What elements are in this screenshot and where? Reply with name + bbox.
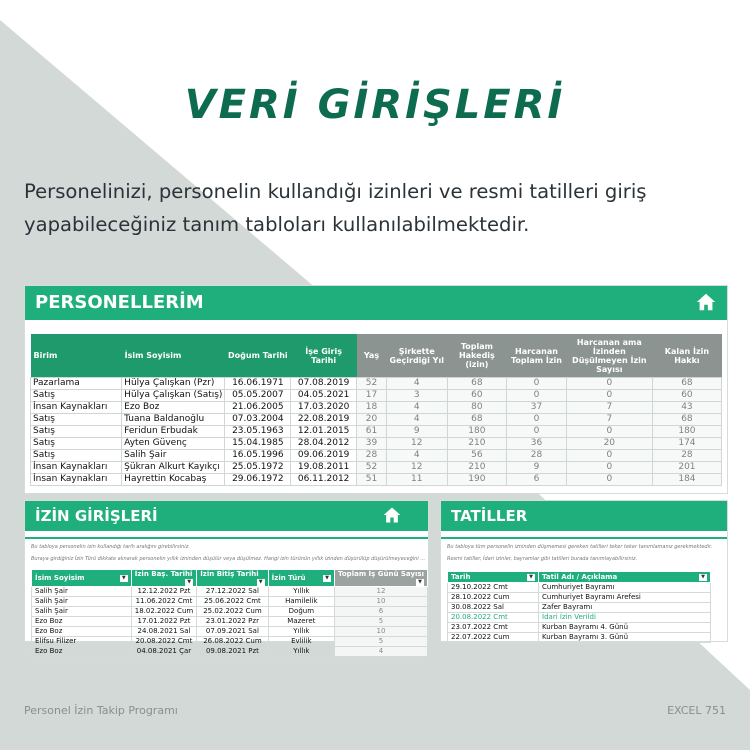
table-cell[interactable]: 18 (357, 402, 387, 414)
personel-column-header[interactable]: Şirkette Geçirdiği Yıl (386, 334, 447, 378)
table-row[interactable] (31, 426, 722, 438)
table-cell[interactable]: Pazarlama (31, 378, 122, 390)
table-cell[interactable]: İnsan Kaynakları (31, 474, 122, 486)
table-cell[interactable]: 68 (652, 378, 721, 390)
table-cell[interactable]: 10 (335, 597, 428, 607)
table-cell[interactable]: 17.03.2020 (291, 402, 357, 414)
table-cell[interactable]: Şükran Alkurt Kayıkçı (122, 462, 225, 474)
table-row[interactable] (31, 402, 722, 414)
tatil-header (441, 501, 727, 531)
table-cell[interactable]: 28 (507, 450, 566, 462)
izin-table (31, 569, 428, 657)
table-cell[interactable]: Satış (31, 390, 122, 402)
table-cell[interactable]: 17 (357, 390, 387, 402)
table-cell[interactable]: 210 (447, 462, 507, 474)
izin-separator (25, 537, 428, 539)
chevron-down-icon[interactable]: ▼ (323, 575, 331, 582)
table-cell[interactable]: 0 (566, 426, 652, 438)
table-cell[interactable]: Cumhuriyet Bayramı Arefesi (539, 593, 711, 603)
personel-header (25, 286, 727, 320)
table-cell[interactable]: 27.12.2022 Sal (197, 587, 268, 597)
table-cell[interactable]: 0 (566, 378, 652, 390)
tatil-note-1: Bu tabloya tüm personelin izninden düşmemesi gereken tatilleri teker teker tanımlamanız gerekmektedir. (447, 544, 713, 550)
footer-left: Personel İzin Takip Programı (24, 704, 178, 717)
table-cell[interactable]: Ezo Boz (32, 647, 132, 657)
table-cell[interactable]: 0 (566, 462, 652, 474)
table-cell[interactable]: 12.12.2022 Pzt (131, 587, 196, 597)
table-cell[interactable]: 07.08.2019 (291, 378, 357, 390)
table-cell[interactable]: 9 (386, 426, 447, 438)
tatil-column-label: Tarih (451, 573, 471, 581)
izin-header (25, 501, 428, 531)
table-cell[interactable]: 68 (652, 414, 721, 426)
table-cell[interactable]: Hayrettin Kocabaş (122, 474, 225, 486)
izin-column-label: İsim Soyisim (35, 574, 85, 582)
table-cell[interactable]: 12 (386, 438, 447, 450)
table-cell[interactable]: 80 (447, 402, 507, 414)
table-cell[interactable]: Elifsu Filizer (32, 637, 132, 647)
table-cell[interactable]: Yıllık (268, 647, 334, 657)
page-subtitle: Personelinizi, personelin kullandığı izinleri ve resmi tatilleri giriş yapabileceğiniz tanım tabloları kullanılabilmektedir. (24, 180, 647, 236)
table-row[interactable] (31, 390, 722, 402)
table-row[interactable] (31, 474, 722, 486)
table-cell[interactable]: 16.06.1971 (225, 378, 291, 390)
table-cell[interactable]: İnsan Kaynakları (31, 462, 122, 474)
table-cell[interactable]: 04.08.2021 Çar (131, 647, 196, 657)
table-cell[interactable]: 68 (447, 378, 507, 390)
table-cell[interactable]: 18.02.2022 Cum (131, 607, 196, 617)
table-cell[interactable]: 0 (507, 378, 566, 390)
table-cell[interactable]: Ezo Boz (32, 627, 132, 637)
table-row[interactable] (32, 607, 428, 617)
table-cell[interactable]: 4 (386, 378, 447, 390)
table-cell[interactable]: 23.01.2022 Pzr (197, 617, 268, 627)
table-cell[interactable]: 52 (357, 378, 387, 390)
table-cell[interactable]: 20.08.2022 Cmt (131, 637, 196, 647)
izin-column-label: İzin Bitiş Tarihi (200, 570, 259, 578)
table-cell[interactable]: 60 (447, 390, 507, 402)
home-icon[interactable] (695, 291, 717, 313)
personel-title: PERSONELLERİM (35, 292, 204, 313)
chevron-down-icon[interactable]: ▼ (699, 574, 707, 581)
table-cell[interactable]: 4 (386, 450, 447, 462)
table-cell[interactable]: 6 (507, 474, 566, 486)
home-icon[interactable] (382, 505, 402, 525)
izin-column-header[interactable] (335, 570, 428, 587)
table-cell[interactable]: 3 (386, 390, 447, 402)
table-cell[interactable]: Salih Şair (32, 607, 132, 617)
table-cell[interactable]: 28 (652, 450, 721, 462)
table-cell[interactable]: 5 (335, 637, 428, 647)
table-cell[interactable]: 07.03.2004 (225, 414, 291, 426)
table-cell[interactable]: 0 (507, 390, 566, 402)
table-cell[interactable]: 12.01.2015 (291, 426, 357, 438)
table-cell[interactable]: 11 (386, 474, 447, 486)
table-cell[interactable]: Yıllık (268, 627, 334, 637)
tatil-title: TATİLLER (451, 507, 528, 525)
table-cell[interactable]: 0 (507, 426, 566, 438)
table-row[interactable] (31, 450, 722, 462)
tatil-separator (441, 537, 727, 539)
personel-column-header[interactable]: Harcanan ama İzinden Düşülmeyen İzin Sayısı (566, 334, 652, 378)
table-cell[interactable]: 28 (357, 450, 387, 462)
personel-table (30, 334, 722, 486)
table-row[interactable] (448, 633, 711, 643)
table-cell[interactable]: 0 (507, 414, 566, 426)
tatil-column-label: Tatil Adı / Açıklama (542, 573, 618, 581)
table-cell[interactable]: 0 (566, 390, 652, 402)
table-cell[interactable]: 0 (566, 450, 652, 462)
table-row[interactable] (32, 627, 428, 637)
table-cell[interactable]: 10 (335, 627, 428, 637)
table-row[interactable] (32, 647, 428, 657)
table-cell[interactable]: 21.06.2005 (225, 402, 291, 414)
table-cell[interactable]: 12 (386, 462, 447, 474)
table-cell[interactable]: 7 (566, 414, 652, 426)
table-cell[interactable]: 9 (507, 462, 566, 474)
table-cell[interactable]: 11.06.2022 Cmt (131, 597, 196, 607)
izin-column-header[interactable] (32, 570, 132, 587)
table-cell[interactable]: 24.08.2021 Sal (131, 627, 196, 637)
table-cell[interactable]: Satış (31, 450, 122, 462)
table-cell[interactable]: İnsan Kaynakları (31, 402, 122, 414)
table-cell[interactable]: 17.01.2022 Pzt (131, 617, 196, 627)
table-cell[interactable]: 05.05.2007 (225, 390, 291, 402)
table-cell[interactable]: 20 (357, 414, 387, 426)
table-cell[interactable]: 28.04.2012 (291, 438, 357, 450)
table-cell[interactable]: Hülya Çalışkan (Satış) (122, 390, 225, 402)
table-cell[interactable]: 29.06.1972 (225, 474, 291, 486)
table-cell[interactable]: 4 (386, 402, 447, 414)
table-cell[interactable]: 22.08.2019 (291, 414, 357, 426)
personel-column-header[interactable]: İşe Giriş Tarihi (291, 334, 357, 378)
table-cell[interactable]: Mazeret (268, 617, 334, 627)
table-cell[interactable]: Salih Şair (122, 450, 225, 462)
table-cell[interactable]: Satış (31, 438, 122, 450)
table-row[interactable] (448, 583, 711, 593)
table-row[interactable] (32, 617, 428, 627)
table-row[interactable] (32, 637, 428, 647)
table-cell[interactable]: 6 (335, 607, 428, 617)
table-row[interactable] (31, 414, 722, 426)
table-cell[interactable]: 07.09.2021 Sal (197, 627, 268, 637)
table-cell[interactable]: 43 (652, 402, 721, 414)
table-cell[interactable]: Feridun Erbudak (122, 426, 225, 438)
table-row[interactable] (448, 623, 711, 633)
table-cell[interactable]: 52 (357, 462, 387, 474)
tatil-column-header[interactable] (539, 572, 711, 583)
table-cell[interactable]: 61 (357, 426, 387, 438)
personel-column-header[interactable]: Doğum Tarihi (225, 334, 291, 378)
table-cell[interactable]: 180 (652, 426, 721, 438)
table-cell[interactable]: 20.08.2022 Cmt (448, 613, 539, 623)
tatil-note-2: Resmi tatiller, İdari izinler, bayramlar gibi tatilleri burada tanımlayabilirsiniz. (447, 556, 638, 562)
table-cell[interactable]: 25.05.1972 (225, 462, 291, 474)
table-cell[interactable]: Satış (31, 426, 122, 438)
table-cell[interactable]: 28.10.2022 Cum (448, 593, 539, 603)
chevron-down-icon[interactable]: ▼ (527, 574, 535, 581)
izin-title: İZİN GİRİŞLERİ (35, 507, 158, 525)
table-cell[interactable]: 15.04.1985 (225, 438, 291, 450)
table-cell[interactable]: Ezo Boz (32, 617, 132, 627)
page-title: VERİ GİRİŞLERİ (184, 82, 566, 128)
chevron-down-icon[interactable]: ▼ (120, 575, 128, 582)
table-cell[interactable]: 68 (447, 414, 507, 426)
table-cell[interactable]: Salih Şair (32, 587, 132, 597)
personel-column-header[interactable]: İsim Soyisim (122, 334, 225, 378)
table-row[interactable] (31, 378, 722, 390)
table-cell[interactable]: 4 (335, 647, 428, 657)
table-row[interactable] (448, 603, 711, 613)
personel-column-header[interactable]: Kalan İzin Hakkı (652, 334, 721, 378)
table-row[interactable] (448, 593, 711, 603)
table-cell[interactable]: Salih Şair (32, 597, 132, 607)
table-cell[interactable]: 56 (447, 450, 507, 462)
table-cell[interactable]: Cumhuriyet Bayramı (539, 583, 711, 593)
table-cell[interactable]: 29.10.2022 Cmt (448, 583, 539, 593)
personel-column-header[interactable]: Harcanan Toplam İzin (507, 334, 566, 378)
table-row[interactable] (31, 462, 722, 474)
table-cell[interactable]: Tuana Baldanoğlu (122, 414, 225, 426)
table-cell[interactable]: 23.05.1963 (225, 426, 291, 438)
table-cell[interactable]: Ezo Boz (122, 402, 225, 414)
table-cell[interactable]: Kurban Bayramı 3. Günü (539, 633, 711, 643)
table-cell[interactable]: 39 (357, 438, 387, 450)
table-row[interactable] (32, 597, 428, 607)
table-row[interactable] (32, 587, 428, 597)
izin-note-1: Bu tabloya personelin izin kullandığı tarih aralığını girebilirsiniz. (31, 544, 190, 550)
personel-column-header[interactable]: Yaş (357, 334, 387, 378)
table-cell[interactable]: Evlilik (268, 637, 334, 647)
table-cell[interactable]: 174 (652, 438, 721, 450)
table-cell[interactable]: 4 (386, 414, 447, 426)
table-row[interactable] (448, 613, 711, 623)
table-row[interactable] (31, 438, 722, 450)
table-cell[interactable]: Hülya Çalışkan (Pzr) (122, 378, 225, 390)
table-cell[interactable]: 5 (335, 617, 428, 627)
footer-right: EXCEL 751 (667, 704, 726, 717)
table-cell[interactable]: 26.08.2022 Cum (197, 637, 268, 647)
table-cell[interactable]: 23.07.2022 Cmt (448, 623, 539, 633)
table-cell[interactable]: 06.11.2012 (291, 474, 357, 486)
table-cell[interactable]: 60 (652, 390, 721, 402)
table-cell[interactable]: 201 (652, 462, 721, 474)
table-cell[interactable]: 180 (447, 426, 507, 438)
table-cell[interactable]: 25.06.2022 Cmt (197, 597, 268, 607)
table-cell[interactable]: 36 (507, 438, 566, 450)
table-cell[interactable]: 190 (447, 474, 507, 486)
tatil-panel (440, 500, 728, 642)
personel-panel (24, 285, 728, 494)
table-cell[interactable]: İdari İzin Verildi (539, 613, 711, 623)
table-cell[interactable]: 12 (335, 587, 428, 597)
table-cell[interactable]: Satış (31, 414, 122, 426)
table-cell[interactable]: 51 (357, 474, 387, 486)
chevron-down-icon[interactable]: ▼ (185, 579, 193, 586)
table-cell[interactable]: 30.08.2022 Sal (448, 603, 539, 613)
chevron-down-icon[interactable]: ▼ (257, 579, 265, 586)
izin-note-2: Buraya girdiğiniz İzin Türü dikkate alınarak personelin yıllık izninden düşülür veya düşülmez. Hangi izin türünün yıllık izinden düşürülüp düşürülmeyeceğini ... (31, 556, 426, 562)
personel-column-header[interactable]: Birim (31, 334, 122, 378)
izin-column-header[interactable] (268, 570, 334, 587)
table-cell[interactable]: 09.08.2021 Pzt (197, 647, 268, 657)
table-cell[interactable]: Zafer Bayramı (539, 603, 711, 613)
izin-column-header[interactable] (131, 570, 196, 587)
izin-column-label: İzin Baş. Tarihi (134, 570, 193, 578)
table-cell[interactable]: 09.06.2019 (291, 450, 357, 462)
table-cell[interactable]: 210 (447, 438, 507, 450)
tatil-column-header[interactable] (448, 572, 539, 583)
table-cell[interactable]: 19.08.2011 (291, 462, 357, 474)
table-cell[interactable]: 20 (566, 438, 652, 450)
izin-column-header[interactable] (197, 570, 268, 587)
table-cell[interactable]: 25.02.2022 Cum (197, 607, 268, 617)
table-cell[interactable]: Ayten Güvenç (122, 438, 225, 450)
izin-column-label: Toplam İş Günü Sayısı (338, 570, 424, 578)
personel-column-header[interactable]: Toplam Hakediş (izin) (447, 334, 507, 378)
table-cell[interactable]: 16.05.1996 (225, 450, 291, 462)
table-cell[interactable]: 0 (566, 474, 652, 486)
table-cell[interactable]: 7 (566, 402, 652, 414)
table-cell[interactable]: 37 (507, 402, 566, 414)
table-cell[interactable]: Yıllık (268, 587, 334, 597)
izin-column-label: İzin Türü (271, 574, 306, 582)
table-cell[interactable]: 22.07.2022 Cum (448, 633, 539, 643)
tatil-table (447, 571, 711, 643)
table-cell[interactable]: 04.05.2021 (291, 390, 357, 402)
table-cell[interactable]: Kurban Bayramı 4. Günü (539, 623, 711, 633)
table-cell[interactable]: Doğum (268, 607, 334, 617)
table-cell[interactable]: Hamilelik (268, 597, 334, 607)
izin-panel (24, 500, 429, 655)
table-cell[interactable]: 184 (652, 474, 721, 486)
chevron-down-icon[interactable]: ▼ (416, 579, 424, 586)
